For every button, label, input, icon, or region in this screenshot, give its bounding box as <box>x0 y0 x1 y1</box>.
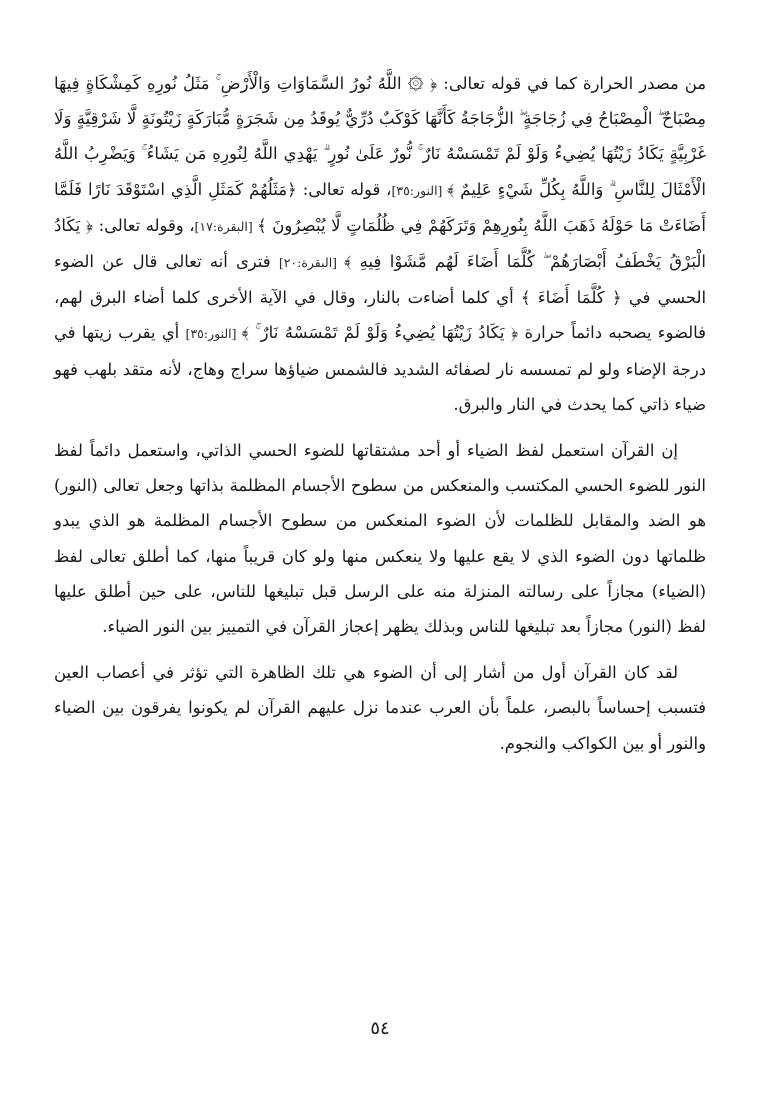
text-segment: فترى أنه تعالى قال عن الضوء الحسي في <box>54 252 706 308</box>
quran-verse: ﴿ كُلَّمَا أَضَاءَ ﴾ <box>520 288 622 308</box>
quran-verse: ﴿ ۞ اللَّهُ نُورُ السَّمَاوَاتِ وَالْأَرْضِ ۚ مَثَلُ نُورِهِ كَمِشْكَاةٍ فِيهَا مِصْبَاحٌ ۖ الْمِصْبَاحُ فِي زُجَاجَةٍ ۖ الزُّجَاجَةُ كَأَنَّهَا كَوْكَبٌ دُرِّيٌّ يُوقَدُ مِن شَجَرَةٍ مُّبَارَكَةٍ زَيْتُونَةٍ لَّا شَرْقِيَّةٍ وَلَا غَرْبِيَّةٍ يَكَادُ زَيْتُهَا يُضِيءُ وَلَوْ لَمْ تَمْسَسْهُ نَارٌ ۚ نُّورٌ عَلَىٰ نُورٍ ۗ يَهْدِي اللَّهُ لِنُورِهِ مَن يَشَاءُ ۚ وَيَضْرِبُ اللَّهُ الْأَمْثَالَ لِلنَّاسِ ۗ وَاللَّهُ بِكُلِّ شَيْءٍ عَلِيمٌ ﴾ <box>54 74 707 199</box>
page-number: ٥٤ <box>370 1018 390 1039</box>
quran-verse: ﴿ يَكَادُ زَيْتُهَا يُضِيءُ وَلَوْ لَمْ تَمْسَسْهُ نَارٌ ۚ ﴾ <box>241 323 519 343</box>
page-body <box>54 66 706 772</box>
verse-reference: [البقرة:١٧] <box>194 218 257 234</box>
text-segment: من مصدر الحرارة كما في قوله تعالى: <box>437 74 706 93</box>
text-segment: إن القرآن استعمل لفظ الضياء أو أحد مشتقاتها للضوء الحسي الذاتي، واستعمل دائماً لفظ النور للضوء الحسي المكتسب والمنعكس من سطوح الأجسام المظلمة بذاتها وجعل تعالى (النور) هو الضد والمقابل للظلمات لأن الضوء المنعكس من سطوح الأجسام المظلمة هو الذي يبدو ظلماتها دون الضوء الذي لا يقع عليها ولا ينعكس منها ولو كان قريباً منها، كما أطلق تعالى لفظ (الضياء) مجازاً على رسالته المنزلة منه على الرسل قبل تبليغها للناس، على حين أطلق عليها لفظ (النور) مجازاً بعد تبليغها للناس وبذلك يظهر إعجاز القرآن في التمييز بين النور الضياء. <box>54 441 706 637</box>
paragraph-3 <box>54 655 706 761</box>
verse-reference: [النور:٣٥] <box>391 182 448 198</box>
text-segment: أي كلما أضاءت بالنار، وقال في الآية الأخرى كلما أضاء البرق لهم، فالضوء يصحبه دائماً حرارة <box>54 288 707 343</box>
verse-reference: [النور:٣٥] <box>185 326 242 342</box>
text-segment: لقد كان القرآن أول من أشار إلى أن الضوء هي تلك الظاهرة التي تؤثر في أعصاب العين فتسبب إحساساً بالبصر، علماً بأن العرب عندما نزل عليهم القرآن لم يكونوا يفرقون بين الضياء والنور أو بين الكواكب والنجوم. <box>54 663 706 753</box>
verse-reference: [البقرة:٢٠] <box>278 255 345 271</box>
paragraph-1 <box>54 66 706 422</box>
text-segment: أي يقرب زيتها في درجة الإضاء ولو لم تمسسه نار لصفائه الشديد فالشمس ضياؤها سراج وهاج، لأنه متقد بلهب فهو ضياء ذاتي كما يحدث في النار والبرق. <box>54 323 706 414</box>
text-segment: ، وقوله تعالى: <box>93 215 195 235</box>
quran-verse: ﴿ يَكَادُ الْبَرْقُ يَخْطَفُ أَبْصَارَهُمْ ۖ كُلَّمَا أَضَاءَ لَهُم مَّشَوْا فِيهِ ﴾ <box>54 215 706 272</box>
paragraph-2 <box>54 433 706 644</box>
text-segment: ، قوله تعالى: <box>296 179 392 199</box>
quran-verse: ﴿مَثَلُهُمْ كَمَثَلِ الَّذِي اسْتَوْقَدَ نَارًا فَلَمَّا أَضَاءَتْ مَا حَوْلَهُ ذَهَبَ اللَّهُ بِنُورِهِمْ وَتَرَكَهُمْ فِي ظُلُمَاتٍ لَّا يُبْصِرُونَ ﴾ <box>54 179 706 235</box>
